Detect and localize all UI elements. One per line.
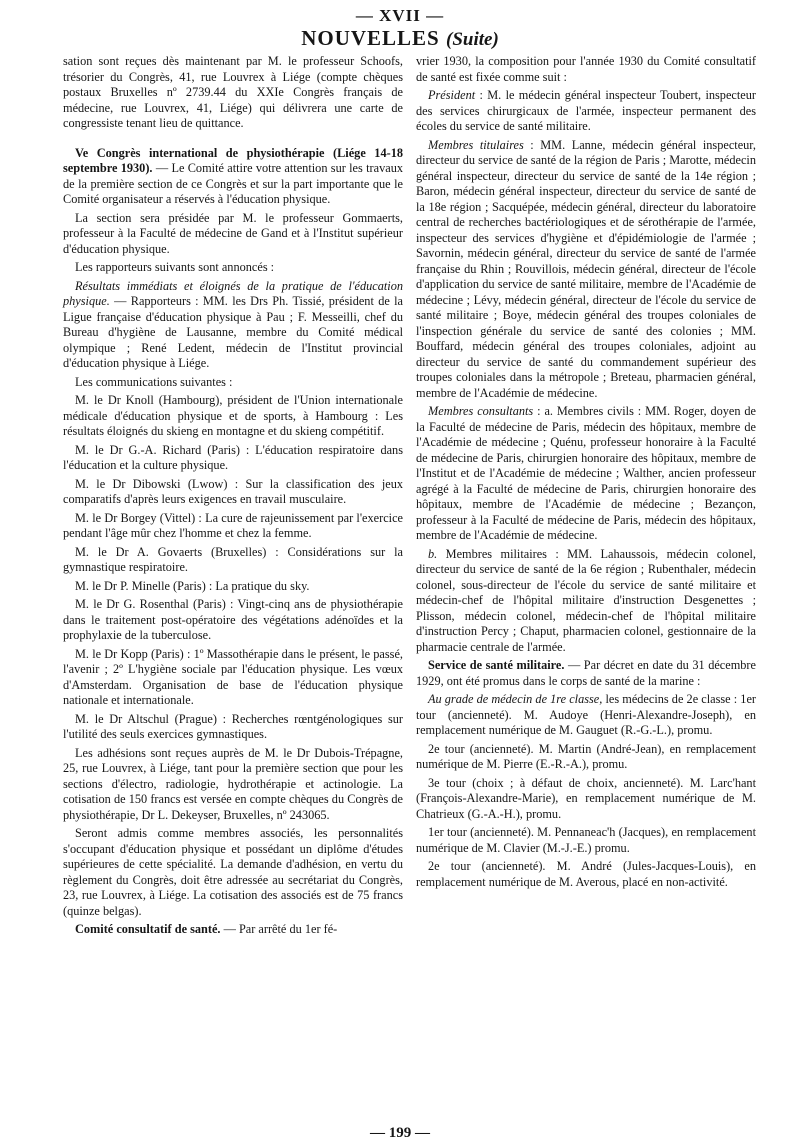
paragraph-text: — Le Comité attire votre attention sur les travaux de la première section de ce Congrès et sur la part importante que le Comité organisateur a réservés à l'éducation physique. xyxy=(63,161,403,206)
paragraph-text: : MM. Lanne, médecin général inspecteur, directeur du service de santé de la région de Paris ; Marotte, médecin général inspecteur, directeur du service de santé de la 14e région ; Baron, médecin général inspecteur, directeur du service de santé de la 18e région ; Sacquépée, médecin général, directeur du laboratoire central de recherches bactériologiques et de sérothérapie de l'armée, inspecteur des services d'hygiène et d'épidémiologie de l'armée ; Savornin, médecin général, directeur du service de santé de l'armée française du Rhin ; Rouvillois, médecin général, directeur de l'école d'application du service de santé militaire, membre de l'Académie de médecine ; Lévy, médecin général, directeur de l'école du service de santé militaire ; Boye, médecin général des troupes coloniales de l'inspection générale du service de santé des colonies ; MM. Bouffard, médecin général des troupes coloniales, adjoint au directeur du service de santé du commandement supérieur des troupes coloniales dans la métropole ; Breteau, pharmacien général, membre de l'Académie de médecine. xyxy=(416,137,756,400)
paragraph: M. le Dr Altschul (Prague) : Recherches rœntgénologiques sur l'utilité des seuls exercices gymnastiques. xyxy=(63,711,403,741)
paragraph: Les communications suivantes : xyxy=(75,374,233,389)
paragraph: M. le Dr G. Rosenthal (Paris) : Vingt-cinq ans de physiothérapie dans le traitement post-opératoire des végétations adénoïdes et la prophylaxie de la tuberculose. xyxy=(63,597,403,642)
paragraph: M. le Dr Knoll (Hambourg), président de l'Union internationale médicale d'éducation physique et de sports, à Hambourg : Les résultats éloignés du skieng en montagne et du skieng compétitif. xyxy=(63,393,403,438)
paragraph: M. le Dr P. Minelle (Paris) : La pratique du sky. xyxy=(75,578,310,593)
role-label: Membres titulaires xyxy=(428,137,524,152)
paragraph: 2e tour (ancienneté). M. André (Jules-Jacques-Louis), en remplacement numérique de M. Averous, placé en non-activité. xyxy=(416,859,756,889)
paragraph xyxy=(416,88,756,135)
paragraph: 3e tour (choix ; à défaut de choix, ancienneté). M. Larc'hant (François-Alexandre-Marie), en remplacement numérique de M. Chatrieux (G.-A.-H.), promu. xyxy=(416,775,756,821)
left-column xyxy=(63,54,403,941)
paragraph-text: — Par décret en date du 31 décembre 1929, ont été promus dans le corps de santé de la marine : xyxy=(416,658,756,688)
paragraph: M. le Dr Dibowski (Lwow) : Sur la classification des jeux comparatifs d'après leurs exigences en travail musculaire. xyxy=(63,476,403,506)
paragraph-text: — Rapporteurs : MM. les Drs Ph. Tissié, président de la Ligue française d'éducation physique à Pau ; F. Messeilli, chef du Bureau d'hygiène de Lausanne, membre du Comité médical olympique ; René Ledent, médecin de l'Institut provincial d'éducation physique à Liége. xyxy=(63,294,403,370)
paragraph xyxy=(416,658,756,689)
role-label: Président xyxy=(428,88,476,102)
role-label: b. xyxy=(428,546,438,561)
committee-heading: Comité consultatif de santé. xyxy=(75,922,221,936)
paragraph: La section sera présidée par M. le professeur Gommaerts, professeur à la Faculté de médecine de Gand et à l'Institut supérieur d'éducation physique. xyxy=(63,210,403,256)
paragraph: 1er tour (ancienneté). M. Pennaneac'h (Jacques), en remplacement numérique de M. Clavier (M.-J.-E.) promu. xyxy=(416,825,756,855)
page-number: — 199 — xyxy=(370,1125,430,1141)
paragraph: 2e tour (ancienneté). M. Martin (André-Jean), en remplacement numérique de M. Pierre (E.-R.-A.), promu. xyxy=(416,741,756,771)
paragraph: M. le Dr Kopp (Paris) : 1º Massothérapie dans le présent, le passé, l'avenir ; 2º L'hygiène sociale par l'éducation physique. Les vœux d'Amsterdam. Organisation de base de l'éducation physique nationale et internationale. xyxy=(63,646,403,707)
paragraph xyxy=(416,692,756,739)
paragraph: vrier 1930, la composition pour l'année 1930 du Comité consultatif de santé est fixée comme suit : xyxy=(416,54,756,84)
page-title xyxy=(0,26,800,51)
paragraph-text: — Par arrêté du 1er fé- xyxy=(220,922,338,936)
paragraph: M. le Dr Borgey (Vittel) : La cure de rajeunissement par l'exercice pendant l'âge mûr chez l'homme et chez la femme. xyxy=(63,510,403,540)
paragraph-text: les médecins de 2e classe : 1er tour (ancienneté). M. Audoye (Henri-Alexandre-Joseph), en remplacement numérique de M. Gauguet (R.-G.-L.), promu. xyxy=(416,692,756,737)
role-label: Membres consultants xyxy=(428,404,534,418)
paragraph xyxy=(63,279,403,372)
page-roman-numeral: — XVII — xyxy=(355,6,445,25)
congress-heading: Ve Congrès international de physiothérapie (Liége 14-18 septembre 1930). xyxy=(63,145,403,175)
paragraph xyxy=(416,404,756,544)
paragraph-text: : a. Membres civils : MM. Roger, doyen de la Faculté de médecine de Paris, médecin des hôpitaux, membre de l'Académie de médecine ; Quénu, professeur honoraire à la Faculté de médecine de Paris, chirurgien honoraire des hôpitaux, membre de l'Institut et de l'Académie de médecine ; Walther, ancien professeur agrégé à la Faculté de médecine de Paris, chirurgien honoraire des hôpitaux, membre de l'Académie de médecine ; Bezançon, professeur à la Faculté de médecine de Paris, médecin des hôpitaux, membre de l'Académie de médecine. xyxy=(416,404,756,542)
paragraph: Seront admis comme membres associés, les personnalités s'occupant d'éducation physique et possédant un diplôme d'études supérieures de cette spécialité. La demande d'adhésion, en vertu du règlement du Congrès, doit être adressée au secrétariat du Congrès, 23, rue Louvrex, à Liége. La cotisation des associés est de 75 francs (quinze belgas). xyxy=(63,826,403,918)
service-heading: Service de santé militaire. xyxy=(428,658,565,672)
paragraph: Les rapporteurs suivants sont annoncés : xyxy=(75,260,275,274)
grade-label: Au grade de médecin de 1re classe, xyxy=(428,692,603,706)
paragraph xyxy=(416,138,756,402)
paragraph: M. le Dr G.-A. Richard (Paris) : L'éducation respiratoire dans l'éducation et la culture physique. xyxy=(63,442,403,472)
right-column xyxy=(416,54,756,893)
paragraph: M. le Dr A. Govaerts (Bruxelles) : Considérations sur la gymnastique respiratoire. xyxy=(63,544,403,574)
title-main: NOUVELLES xyxy=(301,26,440,50)
paragraph: Les adhésions sont reçues auprès de M. le Dr Dubois-Trépagne, 25, rue Louvrex, à Liége, tant pour la première section que pour les sections d'électro, radiologie, hydrothérapie et actinologie. La cotisation de 150 francs est versée en compte chèques du Congrès de physiothérapie, Dr L. Dekeyser, Bruxelles, nº 243065. xyxy=(63,745,403,822)
paragraph-text: Membres militaires : MM. Lahaussois, médecin colonel, directeur du service de santé de la 6e région ; Rubenthaler, médecin colonel, sous-directeur de l'école du service de santé militaire et médecin-chef de l'hôpital militaire d'instruction Desgenettes ; Plisson, médecin colonel, médecin-chef de l'hôpital militaire d'instruction Percy ; Chaput, pharmacien colonel, gestionnaire de la pharmacie centrale de l'armée. xyxy=(416,546,756,654)
report-title: Résultats immédiats et éloignés de la pratique de l'éducation physique. xyxy=(63,278,403,308)
title-suffix: (Suite) xyxy=(446,29,499,50)
paragraph xyxy=(63,922,403,938)
paragraph xyxy=(63,146,403,208)
paragraph: sation sont reçues dès maintenant par M. le professeur Schoofs, trésorier du Congrès, 41, rue Louvrex à Liége (compte chèques postaux Bruxelles nº 2739.44 du XXIe Congrès français de médecine, rue Louvrex, 41, Liége) qui délivrera une carte de congressiste tenant lieu de quittance. xyxy=(63,54,403,130)
paragraph xyxy=(416,547,756,656)
paragraph-text: : M. le médecin général inspecteur Toubert, inspecteur des services chirurgicaux de l'armée, inspecteur permanent des écoles du service de santé militaire. xyxy=(416,88,756,133)
